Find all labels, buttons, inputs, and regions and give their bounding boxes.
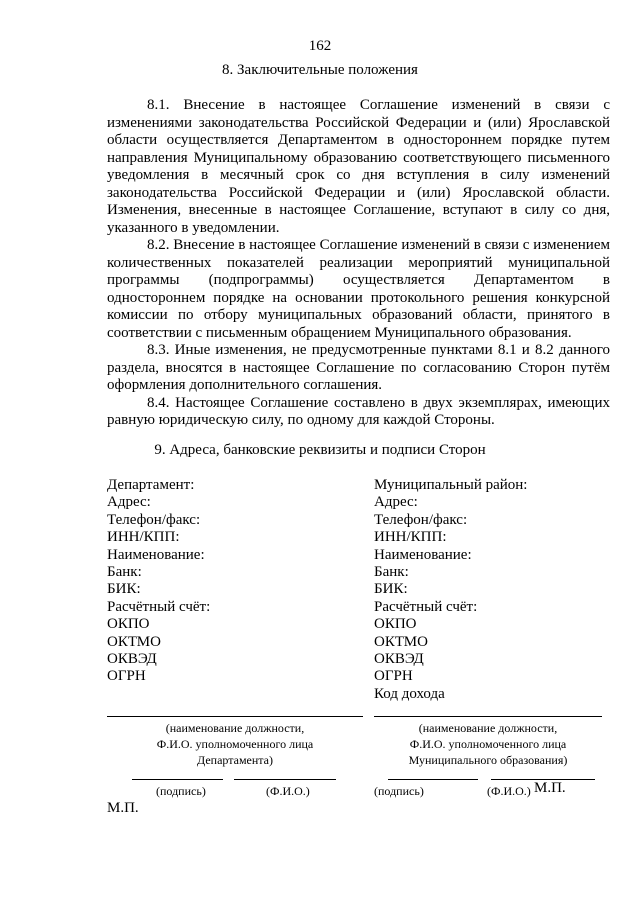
paragraph-8-3: 8.3. Иные изменения, не предусмотренные пунктами 8.1 и 8.2 данного раздела, вносятся в настоящее Соглашение по согласованию Сторон путём оформления дополнительного соглашения. [107, 342, 610, 393]
left-field-phone: Телефон/факс: [107, 511, 201, 528]
left-name-label: (Ф.И.О.) [266, 784, 310, 798]
left-field-bik: БИК: [107, 581, 141, 598]
left-position-caption [107, 720, 363, 768]
left-field-okpo: ОКПО [107, 616, 150, 633]
left-position-line [107, 716, 363, 717]
right-stamp-label: М.П. [534, 780, 566, 796]
left-signature-label: (подпись) [156, 784, 206, 798]
right-signature-label: (подпись) [374, 784, 424, 798]
page-number: 162 [308, 38, 332, 54]
right-position-line [374, 716, 602, 717]
right-signature-line [388, 779, 478, 780]
left-field-oktmo: ОКТМО [107, 633, 161, 650]
paragraph-8-1: 8.1. Внесение в настоящее Соглашение изменений в связи с изменениями законодательства Российской Федерации и (или) Ярославской области осуществляется Департаментом в одностороннем порядке путем направления Муниципальному образованию соответствующего письменного уведомления в месячный срок со дня вступления в силу изменений законодательства Российской Федерации и (или) Ярославской области. Изменения, внесенные в настоящее Соглашение, вступают в силу со дня, указанного в уведомлении. [107, 97, 610, 236]
left-field-department: Департамент: [107, 477, 195, 493]
right-position-caption [374, 720, 602, 768]
left-field-address: Адрес: [107, 494, 151, 511]
left-caption-line-1: (наименование должности, [165, 721, 305, 735]
section-8-title: 8. Заключительные положения [222, 62, 418, 78]
section-8-body [107, 97, 610, 430]
right-caption-line-1: (наименование должности, [418, 721, 558, 735]
right-field-address: Адрес: [374, 494, 418, 511]
left-field-ogrn: ОГРН [107, 668, 146, 685]
left-party-details [107, 477, 210, 686]
right-name-label: (Ф.И.О.) [487, 784, 531, 798]
right-caption-line-3: Муниципального образования) [408, 753, 568, 767]
right-field-okved: ОКВЭД [374, 651, 424, 668]
left-field-name: Наименование: [107, 546, 205, 563]
section-9-title: 9. Адреса, банковские реквизиты и подписи Сторон [154, 442, 486, 458]
paragraph-8-2: 8.2. Внесение в настоящее Соглашение изменений в связи с изменением количественных показателей реализации мероприятий муниципальной программы (подпрограммы) осуществляется Департаментом в одностороннем порядке на основании протокольного решения конкурсной комиссии по отбору муниципальных образований области, принятого в соответствии с письменным обращением Муниципального образования. [107, 237, 610, 341]
right-field-name: Наименование: [374, 546, 472, 563]
right-field-municipal-district: Муниципальный район: [374, 477, 528, 493]
right-field-bik: БИК: [374, 581, 408, 598]
right-party-details [374, 477, 527, 703]
right-field-account: Расчётный счёт: [374, 598, 478, 615]
left-field-bank: Банк: [107, 564, 142, 581]
left-caption-line-2: Ф.И.О. уполномоченного лица [156, 737, 314, 751]
right-field-inn: ИНН/КПП: [374, 529, 447, 546]
left-field-inn: ИНН/КПП: [107, 529, 180, 546]
left-field-account: Расчётный счёт: [107, 598, 211, 615]
right-field-ogrn: ОГРН [374, 668, 413, 685]
right-field-income-code: Код дохода [374, 685, 445, 702]
paragraph-8-4: 8.4. Настоящее Соглашение составлено в двух экземплярах, имеющих равную юридическую силу, по одному для каждой Стороны. [107, 394, 610, 428]
right-field-oktmo: ОКТМО [374, 633, 428, 650]
right-caption-line-2: Ф.И.О. уполномоченного лица [409, 737, 567, 751]
left-caption-line-3: Департамента) [196, 753, 274, 767]
right-field-bank: Банк: [374, 564, 409, 581]
right-field-phone: Телефон/факс: [374, 511, 468, 528]
right-field-okpo: ОКПО [374, 616, 417, 633]
left-stamp-label: М.П. [107, 800, 139, 816]
left-field-okved: ОКВЭД [107, 651, 157, 668]
left-name-line [234, 779, 336, 780]
left-signature-line [132, 779, 223, 780]
